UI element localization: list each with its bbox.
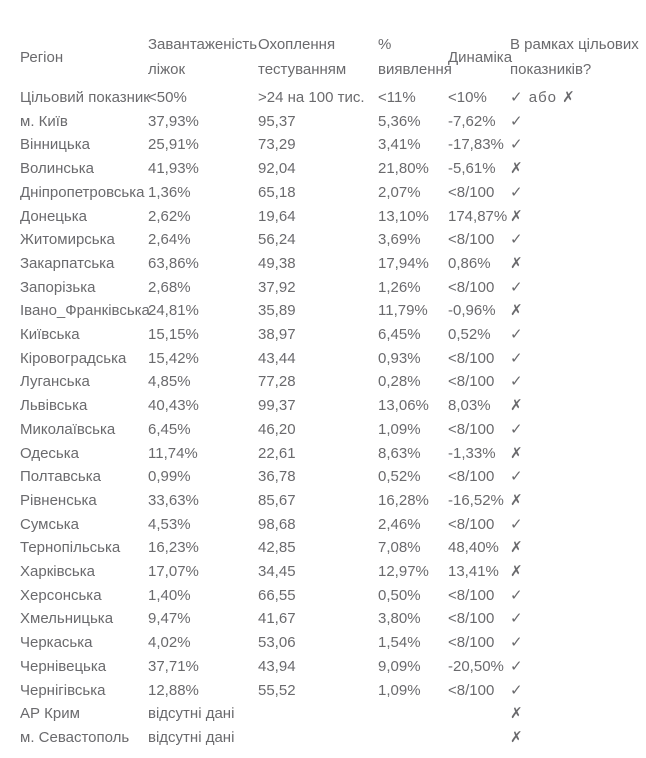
cell-dynamics: -17,83% [448, 136, 504, 154]
cell-detection-rate: 1,54% [378, 634, 421, 652]
cell-bed-occupancy: 17,07% [148, 563, 199, 581]
cell-status-mark: ✗ [510, 302, 524, 320]
column-header-testing-coverage: Охоплення тестуванням [258, 36, 347, 78]
cell-bed-occupancy: 12,88% [148, 681, 199, 699]
cell-testing-coverage: 92,04 [258, 160, 296, 178]
cell-detection-rate: 2,07% [378, 183, 421, 201]
cell-region: Одеська [20, 444, 79, 462]
cell-testing-coverage: 56,24 [258, 231, 296, 249]
cell-dynamics: 0,52% [448, 326, 491, 344]
cell-bed-occupancy: 25,91% [148, 136, 199, 154]
cell-region: Дніпропетровська [20, 183, 145, 201]
cell-testing-coverage: 42,85 [258, 539, 296, 557]
table-row [20, 276, 646, 300]
table-row [20, 584, 646, 608]
cell-detection-rate: 1,09% [378, 420, 421, 438]
table-row [20, 489, 646, 513]
cell-dynamics: <8/100 [448, 231, 495, 249]
cell-dynamics: <8/100 [448, 634, 495, 652]
table-row [20, 655, 646, 679]
cell-testing-coverage: 43,94 [258, 657, 296, 675]
cell-detection-rate: 17,94% [378, 254, 429, 272]
cell-dynamics: <8/100 [448, 468, 495, 486]
cell-status-mark: ✗ [510, 207, 524, 225]
cell-detection-rate [378, 726, 448, 750]
cell-status-mark: ✓ [510, 468, 524, 486]
cell-status-mark: ✓ [510, 610, 524, 628]
table-row [20, 631, 646, 655]
cell-testing-coverage: 85,67 [258, 491, 296, 509]
cell-bed-occupancy: 37,71% [148, 657, 199, 675]
cell-dynamics [448, 702, 510, 726]
cell-detection-rate: 7,08% [378, 539, 421, 557]
cell-dynamics: <8/100 [448, 610, 495, 628]
cell-bed-occupancy: 15,42% [148, 349, 199, 367]
cell-testing-coverage: 41,67 [258, 610, 296, 628]
cell-dynamics: -0,96% [448, 302, 496, 320]
cell-status-mark: ✗ [510, 539, 524, 557]
cell-testing-coverage: 66,55 [258, 586, 296, 604]
cell-dynamics [448, 726, 510, 750]
cell-testing-coverage: 36,78 [258, 468, 296, 486]
cell-detection-rate: 21,80% [378, 160, 429, 178]
cell-region: Житомирська [20, 231, 115, 249]
cell-bed-occupancy: 1,40% [148, 586, 191, 604]
cell-dynamics: -20,50% [448, 657, 504, 675]
cell-detection-rate: 0,28% [378, 373, 421, 391]
cell-dynamics: <8/100 [448, 681, 495, 699]
table-row [20, 299, 646, 323]
cell-detection-rate: 13,06% [378, 397, 429, 415]
cell-dynamics: -7,62% [448, 112, 496, 130]
cell-dynamics: -5,61% [448, 160, 496, 178]
cell-status-mark: ✗ [510, 444, 524, 462]
cell-bed-occupancy: <50% [148, 89, 187, 106]
cell-bed-occupancy: відсутні дані [148, 705, 235, 723]
table-row [20, 726, 646, 750]
column-header-bed-occupancy: Завантаженість ліжок [148, 36, 258, 78]
cell-dynamics: 13,41% [448, 563, 499, 581]
cell-bed-occupancy: 2,64% [148, 231, 191, 249]
column-header-detection-rate: % виявлення [378, 36, 452, 78]
cell-detection-rate: 3,69% [378, 231, 421, 249]
cell-testing-coverage: 35,89 [258, 302, 296, 320]
table-row [20, 86, 646, 110]
cell-detection-rate: 16,28% [378, 491, 429, 509]
cell-region: Миколаївська [20, 420, 116, 438]
table-row [20, 702, 646, 726]
cell-testing-coverage: 19,64 [258, 207, 296, 225]
cell-detection-rate: 3,80% [378, 610, 421, 628]
cell-region: Херсонська [20, 586, 102, 604]
cell-region: Харківська [20, 563, 95, 581]
cell-detection-rate: 1,09% [378, 681, 421, 699]
cell-region: Волинська [20, 160, 94, 178]
cell-region: Львівська [20, 397, 88, 415]
cell-bed-occupancy: 4,53% [148, 515, 191, 533]
cell-status-mark: ✗ [510, 254, 524, 272]
cell-region: Хмельницька [20, 610, 114, 628]
cell-region: Черкаська [20, 634, 93, 652]
cell-dynamics: <8/100 [448, 373, 495, 391]
table-row [20, 110, 646, 134]
cell-bed-occupancy: 40,43% [148, 397, 199, 415]
cell-detection-rate: 5,36% [378, 112, 421, 130]
table-row [20, 394, 646, 418]
cell-region: Цільовий показник [20, 89, 150, 106]
cell-bed-occupancy: 37,93% [148, 112, 199, 130]
cell-status-mark: ✓ [510, 136, 524, 154]
cell-status-mark: ✓ або ✗ [510, 89, 576, 106]
cell-bed-occupancy: 2,62% [148, 207, 191, 225]
table-row [20, 418, 646, 442]
cell-region: Чернігівська [20, 681, 106, 699]
cell-detection-rate: <11% [378, 89, 416, 106]
cell-bed-occupancy: 63,86% [148, 254, 199, 272]
cell-testing-coverage: 22,61 [258, 444, 296, 462]
cell-dynamics: <8/100 [448, 183, 495, 201]
cell-testing-coverage [258, 702, 378, 726]
table-row [20, 607, 646, 631]
cell-region: Луганська [20, 373, 90, 391]
cell-dynamics: <8/100 [448, 420, 495, 438]
cell-bed-occupancy: 6,45% [148, 420, 191, 438]
column-header-dynamics: Динаміка [448, 48, 513, 66]
cell-dynamics: -1,33% [448, 444, 496, 462]
cell-region: Полтавська [20, 468, 101, 486]
cell-detection-rate: 12,97% [378, 563, 429, 581]
cell-detection-rate: 13,10% [378, 207, 429, 225]
cell-status-mark: ✓ [510, 515, 524, 533]
cell-region: АР Крим [20, 705, 80, 723]
table-body [20, 86, 646, 750]
cell-status-mark: ✓ [510, 634, 524, 652]
cell-bed-occupancy: відсутні дані [148, 728, 235, 746]
table-header [20, 28, 646, 86]
cell-status-mark: ✓ [510, 586, 524, 604]
table-row [20, 205, 646, 229]
cell-detection-rate: 8,63% [378, 444, 421, 462]
cell-region: м. Київ [20, 112, 68, 130]
cell-bed-occupancy: 33,63% [148, 491, 199, 509]
cell-detection-rate: 9,09% [378, 657, 421, 675]
cell-detection-rate: 11,79% [378, 302, 428, 320]
cell-status-mark: ✓ [510, 373, 524, 391]
cell-status-mark: ✓ [510, 278, 524, 296]
cell-dynamics: 8,03% [448, 397, 491, 415]
header-row [20, 28, 646, 86]
cell-region: Івано_Франківська [20, 302, 150, 320]
cell-testing-coverage: 46,20 [258, 420, 296, 438]
cell-status-mark: ✓ [510, 420, 524, 438]
cell-testing-coverage: 65,18 [258, 183, 296, 201]
cell-testing-coverage: 43,44 [258, 349, 296, 367]
cell-testing-coverage: 34,45 [258, 563, 296, 581]
cell-region: Донецька [20, 207, 87, 225]
cell-region: Київська [20, 326, 80, 344]
cell-bed-occupancy: 24,81% [148, 302, 199, 320]
cell-dynamics: <10% [448, 89, 487, 106]
cell-region: Рівненська [20, 491, 97, 509]
cell-testing-coverage: >24 на 100 тис. [258, 89, 365, 106]
cell-status-mark: ✗ [510, 397, 524, 415]
cell-status-mark: ✓ [510, 183, 524, 201]
table-row [20, 181, 646, 205]
cell-testing-coverage: 49,38 [258, 254, 296, 272]
cell-region: Вінницька [20, 136, 90, 154]
cell-bed-occupancy: 41,93% [148, 160, 199, 178]
table-row [20, 560, 646, 584]
cell-detection-rate [378, 702, 448, 726]
table-row [20, 323, 646, 347]
table-row [20, 252, 646, 276]
cell-testing-coverage: 77,28 [258, 373, 296, 391]
cell-region: м. Севастополь [20, 728, 130, 746]
cell-testing-coverage: 73,29 [258, 136, 296, 154]
cell-bed-occupancy: 11,74% [148, 444, 198, 462]
cell-testing-coverage: 98,68 [258, 515, 296, 533]
cell-status-mark: ✓ [510, 349, 524, 367]
column-header-within-targets: В рамках цільових показників? [510, 36, 639, 78]
cell-dynamics: <8/100 [448, 515, 495, 533]
cell-dynamics: <8/100 [448, 586, 495, 604]
cell-bed-occupancy: 16,23% [148, 539, 199, 557]
cell-testing-coverage: 99,37 [258, 397, 296, 415]
table-row [20, 347, 646, 371]
table-row [20, 679, 646, 703]
cell-region: Запорізька [20, 278, 96, 296]
cell-bed-occupancy: 15,15% [148, 326, 199, 344]
cell-testing-coverage: 38,97 [258, 326, 296, 344]
metrics-table [20, 28, 646, 750]
cell-bed-occupancy: 1,36% [148, 183, 191, 201]
cell-dynamics: <8/100 [448, 349, 495, 367]
cell-detection-rate: 2,46% [378, 515, 421, 533]
table-row [20, 370, 646, 394]
cell-detection-rate: 0,50% [378, 586, 421, 604]
cell-dynamics: 0,86% [448, 254, 491, 272]
cell-testing-coverage: 37,92 [258, 278, 296, 296]
cell-dynamics: <8/100 [448, 278, 495, 296]
cell-region: Чернівецька [20, 657, 107, 675]
table-row [20, 513, 646, 537]
table-row [20, 157, 646, 181]
cell-bed-occupancy: 4,02% [148, 634, 191, 652]
cell-bed-occupancy: 0,99% [148, 468, 191, 486]
cell-dynamics: 48,40% [448, 539, 499, 557]
cell-bed-occupancy: 2,68% [148, 278, 191, 296]
cell-detection-rate: 0,52% [378, 468, 421, 486]
cell-testing-coverage: 53,06 [258, 634, 296, 652]
cell-testing-coverage: 95,37 [258, 112, 296, 130]
cell-region: Кіровоградська [20, 349, 127, 367]
cell-region: Тернопільська [20, 539, 121, 557]
table-row [20, 536, 646, 560]
cell-bed-occupancy: 9,47% [148, 610, 191, 628]
cell-region: Закарпатська [20, 254, 115, 272]
cell-status-mark: ✗ [510, 705, 524, 723]
cell-status-mark: ✓ [510, 231, 524, 249]
cell-region: Сумська [20, 515, 80, 533]
table-row [20, 442, 646, 466]
cell-status-mark: ✗ [510, 491, 524, 509]
table-row [20, 228, 646, 252]
cell-status-mark: ✓ [510, 681, 524, 699]
column-header-region: Регіон [20, 48, 64, 66]
cell-status-mark: ✓ [510, 112, 524, 130]
cell-testing-coverage: 55,52 [258, 681, 296, 699]
cell-detection-rate: 6,45% [378, 326, 421, 344]
cell-dynamics: -16,52% [448, 491, 504, 509]
cell-testing-coverage [258, 726, 378, 750]
cell-detection-rate: 3,41% [378, 136, 421, 154]
cell-status-mark: ✗ [510, 728, 524, 746]
cell-detection-rate: 1,26% [378, 278, 421, 296]
cell-status-mark: ✓ [510, 657, 524, 675]
cell-dynamics: 174,87% [448, 207, 508, 225]
table-row [20, 133, 646, 157]
cell-bed-occupancy: 4,85% [148, 373, 191, 391]
cell-status-mark: ✗ [510, 563, 524, 581]
cell-status-mark: ✓ [510, 326, 524, 344]
cell-detection-rate: 0,93% [378, 349, 421, 367]
cell-status-mark: ✗ [510, 160, 524, 178]
table-row [20, 465, 646, 489]
